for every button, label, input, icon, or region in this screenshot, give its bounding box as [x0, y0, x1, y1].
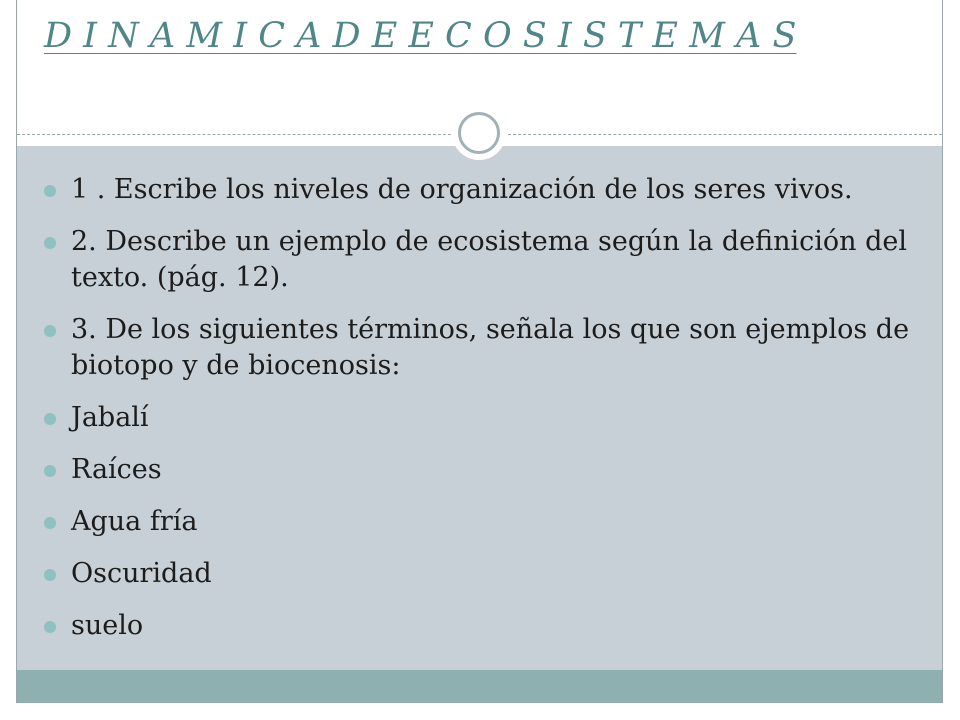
bullet-dot-icon [44, 413, 56, 425]
bullet-dot-icon [44, 325, 56, 337]
bullet-text: 3. De los siguientes términos, señala los que son ejemplos de biotopo y de biocenosis: [71, 314, 910, 381]
list-item [44, 556, 924, 592]
bullet-text: Raíces [71, 454, 162, 485]
ring-icon [452, 106, 506, 160]
bullet-list [44, 172, 924, 660]
bullet-text: 1 . Escribe los niveles de organización de los seres vivos. [71, 174, 853, 205]
slide-title: D I N A M I C A D E E C O S I S T E M A S [44, 16, 797, 56]
list-item [44, 504, 924, 540]
bullet-text: Jabalí [71, 402, 149, 433]
bullet-dot-icon [44, 569, 56, 581]
list-item [44, 312, 924, 384]
bullet-dot-icon [44, 237, 56, 249]
bullet-text: Agua fría [71, 506, 198, 537]
bullet-text: suelo [71, 610, 144, 641]
list-item [44, 224, 924, 296]
bullet-dot-icon [44, 621, 56, 633]
ring-inner [458, 112, 500, 154]
bullet-text: 2. Describe un ejemplo de ecosistema según la definición del texto. (pág. 12). [71, 226, 908, 293]
bullet-text: Oscuridad [71, 558, 212, 589]
list-item [44, 172, 924, 208]
bullet-dot-icon [44, 517, 56, 529]
list-item [44, 452, 924, 488]
list-item [44, 400, 924, 436]
bullet-dot-icon [44, 185, 56, 197]
bullet-dot-icon [44, 465, 56, 477]
list-item [44, 608, 924, 644]
bottom-band [17, 670, 942, 703]
